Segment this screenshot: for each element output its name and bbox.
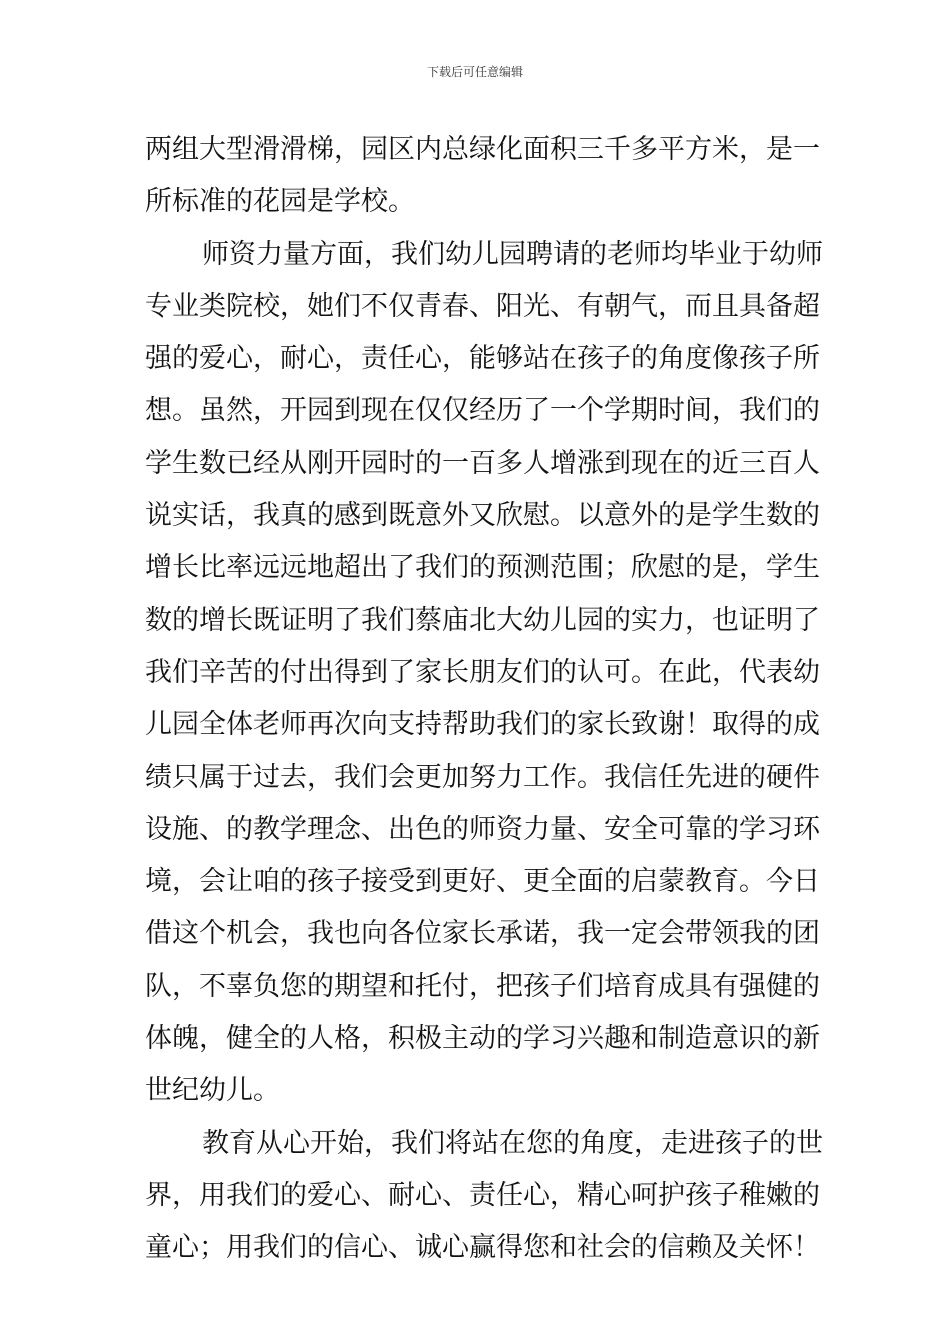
text-line: 师资力量方面，我们幼儿园聘请的老师均毕业于幼师 <box>202 238 823 270</box>
text-line: 强的爱心，耐心，责任心，能够站在孩子的角度像孩子所 <box>145 343 820 375</box>
text-line: 所标准的花园是学校。 <box>145 186 415 218</box>
text-line: 数的增长既证明了我们蔡庙北大幼儿园的实力，也证明了 <box>145 604 820 636</box>
text-line: 借这个机会，我也向各位家长承诺，我一定会带领我的团 <box>145 918 820 950</box>
text-line: 增长比率远远地超出了我们的预测范围；欣慰的是，学生 <box>145 552 820 584</box>
text-line: 界，用我们的爱心、耐心、责任心，精心呵护孩子稚嫩的 <box>145 1179 820 1211</box>
paragraph-3 <box>145 1118 823 1275</box>
text-line: 教育从心开始，我们将站在您的角度，走进孩子的世 <box>202 1127 823 1159</box>
text-line: 世纪幼儿。 <box>145 1075 280 1107</box>
text-line: 儿园全体老师再次向支持帮助我们的家长致谢！取得的成 <box>145 709 820 741</box>
text-line: 境，会让咱的孩子接受到更好、更全面的启蒙教育。今日 <box>145 866 820 898</box>
text-line: 两组大型滑滑梯，园区内总绿化面积三千多平方米，是一 <box>145 134 820 165</box>
paragraph-2 <box>145 229 823 1118</box>
text-line: 绩只属于过去，我们会更加努力工作。我信任先进的硬件 <box>145 761 820 793</box>
text-line: 队，不辜负您的期望和托付，把孩子们培育成具有强健的 <box>145 970 820 1002</box>
text-line: 设施、的教学理念、出色的师资力量、安全可靠的学习环 <box>145 813 820 845</box>
text-line: 体魄，健全的人格，积极主动的学习兴趣和制造意识的新 <box>145 1023 820 1055</box>
text-line: 学生数已经从刚开园时的一百多人增涨到现在的近三百人 <box>145 447 820 479</box>
document-body <box>145 124 823 1275</box>
text-line: 说实话，我真的感到既意外又欣慰。以意外的是学生数的 <box>145 500 820 532</box>
text-line: 我们辛苦的付出得到了家长朋友们的认可。在此，代表幼 <box>145 656 820 688</box>
text-line: 想。虽然，开园到现在仅仅经历了一个学期时间，我们的 <box>145 395 820 427</box>
paragraph-1 <box>145 124 820 229</box>
text-line: 专业类院校，她们不仅青春、阳光、有朝气，而且具备超 <box>145 290 820 322</box>
text-line: 童心；用我们的信心、诚心赢得您和社会的信赖及关怀！ <box>145 1232 820 1264</box>
page-header: 下载后可任意编辑 <box>426 65 523 79</box>
